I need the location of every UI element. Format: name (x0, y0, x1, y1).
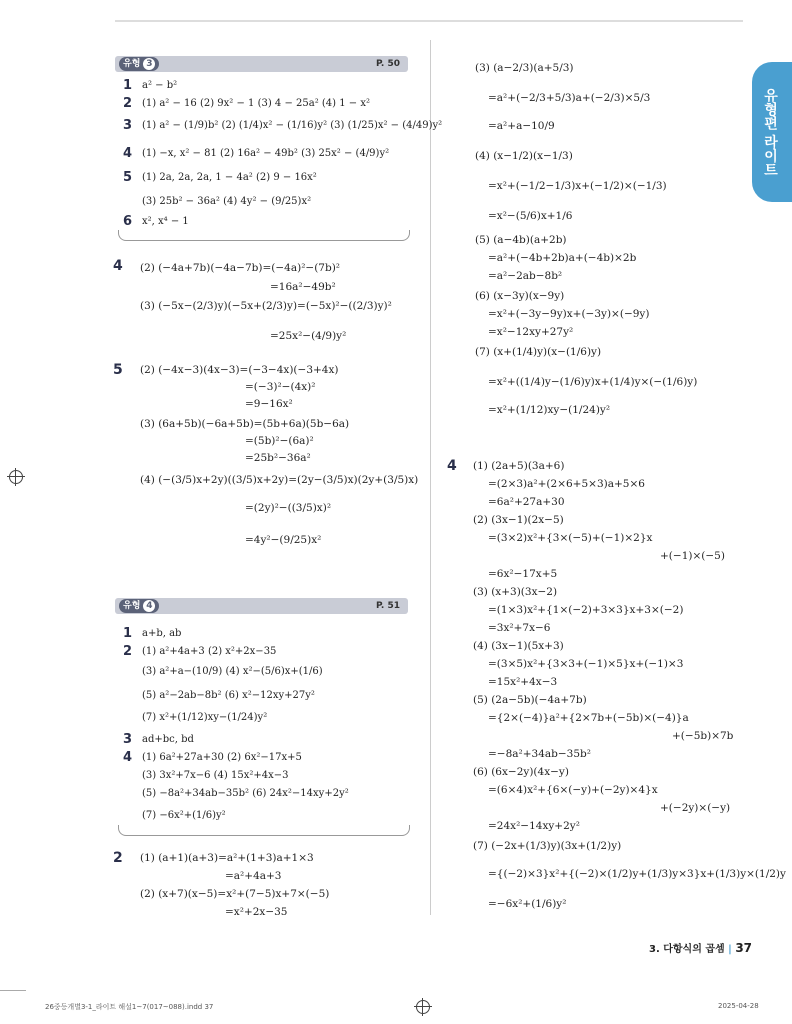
solution-line: =15x²+4x−3 (488, 676, 558, 688)
answer-line: (1) −x, x² − 81 (2) 16a² − 49b² (3) 25x² − (4/9)y² (142, 148, 390, 159)
answer-line: (5) −8a²+34ab−35b² (6) 24x²−14xy+2y² (142, 788, 349, 799)
solution-line: =x²−(5/6)x+1/6 (488, 210, 573, 222)
solution-line: =a²+4a+3 (225, 870, 282, 882)
solution-line: =−8a²+34ab−35b² (488, 748, 591, 760)
answer-number: 2 (123, 644, 133, 659)
answer-line: (7) x²+(1/12)xy−(1/24)y² (142, 712, 268, 723)
sol5-number: 5 (113, 362, 123, 378)
solution-line: (4) (x−1/2)(x−1/3) (475, 150, 573, 162)
column-divider (430, 40, 431, 915)
solution-line: =(2×3)a²+(2×6+5×3)a+5×6 (488, 478, 645, 490)
type3-page: P. 50 (375, 59, 400, 69)
solution-line: =(1×3)x²+{1×(−2)+3×3}x+3×(−2) (488, 604, 684, 616)
solution-line: =a²−2ab−8b² (488, 270, 563, 282)
solution-line: ={(−2)×3}x²+{(−2)×(1/2)y+(1/3)y×3}x+(1/3)y×(1/2)y (488, 868, 786, 880)
answer-line: (3) 3x²+7x−6 (4) 15x²+4x−3 (142, 770, 289, 781)
answer-number: 2 (123, 96, 133, 111)
solution-line: (3) (6a+5b)(−6a+5b)=(5b+6a)(5b−6a) (140, 418, 350, 430)
top-rule (115, 20, 743, 22)
solution-line: (7) (−2x+(1/3)y)(3x+(1/2)y) (473, 840, 622, 852)
registration-mark-bottom (416, 1000, 430, 1014)
solution-line: =a²+a−10/9 (488, 120, 555, 132)
crop-mark (0, 990, 26, 991)
solution-line: =25b²−36a² (245, 452, 311, 464)
solution-line: +(−1)×(−5) (660, 550, 725, 562)
answer-number: 1 (123, 626, 133, 641)
answer-line: (1) a² − (1/9)b² (2) (1/4)x² − (1/16)y² (3) (1/25)x² − (4/49)y² (142, 120, 443, 131)
solution-line: +(−2y)×(−y) (660, 802, 731, 814)
solution-line: =x²+2x−35 (225, 906, 288, 918)
solution-line: =24x²−14xy+2y² (488, 820, 580, 832)
answer-line: (7) −6x²+(1/6)y² (142, 810, 226, 821)
solution-line: =x²+(−3y−9y)x+(−3y)×(−9y) (488, 308, 650, 320)
sol2-number: 2 (113, 850, 123, 866)
file-info: 26중등개별3-1_라이트 해설1~7(017~088).indd 37 (45, 1003, 214, 1011)
solution-line: =a²+(−2/3+5/3)a+(−2/3)×5/3 (488, 92, 651, 104)
type4-tag: 유형 4 (119, 599, 159, 613)
solution-line: =3x²+7x−6 (488, 622, 551, 634)
answer-line: (3) 25b² − 36a² (4) 4y² − (9/25)x² (142, 196, 312, 207)
solution-line: =25x²−(4/9)y² (270, 330, 347, 342)
solution-line: =4y²−(9/25)x² (245, 534, 322, 546)
answer-line: ad+bc, bd (142, 734, 194, 745)
answer-line: (1) 2a, 2a, 2a, 1 − 4a² (2) 9 − 16x² (142, 172, 317, 183)
solution-line: (2) (x+7)(x−5)=x²+(7−5)x+7×(−5) (140, 888, 330, 900)
right-sol4-number: 4 (447, 458, 457, 474)
answer-number: 1 (123, 78, 133, 93)
solution-line: =(−3)²−(4x)² (245, 381, 316, 393)
answer-number: 6 (123, 214, 133, 229)
solution-line: (2) (−4x−3)(4x−3)=(−3−4x)(−3+4x) (140, 364, 339, 376)
chapter-footer: 3. 다항식의 곱셈 | 37 (649, 941, 753, 955)
solution-line: =x²+((1/4)y−(1/6)y)x+(1/4)y×(−(1/6)y) (488, 376, 698, 388)
answer-number: 4 (123, 750, 133, 765)
type3-header (115, 56, 408, 72)
answer-line: (1) 6a²+27a+30 (2) 6x²−17x+5 (142, 752, 302, 763)
print-date: 2025-04-28 (718, 1002, 759, 1010)
solution-line: (5) (2a−5b)(−4a+7b) (473, 694, 587, 706)
solution-line: (3) (x+3)(3x−2) (473, 586, 558, 598)
type3-tag: 유형 3 (119, 57, 159, 71)
solution-line: =x²+(1/12)xy−(1/24)y² (488, 404, 611, 416)
answer-line: (1) a²+4a+3 (2) x²+2x−35 (142, 646, 277, 657)
type4-header (115, 598, 408, 614)
answer-line: a² − b² (142, 80, 178, 91)
answer-number: 4 (123, 146, 133, 161)
answer-number: 5 (123, 170, 133, 185)
answer-number: 3 (123, 118, 133, 133)
answer-number: 3 (123, 732, 133, 747)
answer-line: (5) a²−2ab−8b² (6) x²−12xy+27y² (142, 690, 315, 701)
solution-line: (6) (x−3y)(x−9y) (475, 290, 565, 302)
sol4-number: 4 (113, 258, 123, 274)
type3-bracket (118, 230, 410, 241)
solution-line: =a²+(−4b+2b)a+(−4b)×2b (488, 252, 637, 264)
solution-line: (4) (−(3/5)x+2y)((3/5)x+2y)=(2y−(3/5)x)(2y+(3/5)x) (140, 474, 419, 486)
answer-line: (1) a² − 16 (2) 9x² − 1 (3) 4 − 25a² (4) 1 − x² (142, 98, 370, 109)
solution-line: (7) (x+(1/4)y)(x−(1/6)y) (475, 346, 602, 358)
answer-line: (3) a²+a−(10/9) (4) x²−(5/6)x+(1/6) (142, 666, 323, 677)
solution-line: (3) (−5x−(2/3)y)(−5x+(2/3)y)=(−5x)²−((2/3)y)² (140, 300, 392, 312)
solution-line: =16a²−49b² (270, 281, 336, 293)
answer-line: x², x⁴ − 1 (142, 216, 189, 227)
solution-line: (4) (3x−1)(5x+3) (473, 640, 564, 652)
solution-line: (2) (3x−1)(2x−5) (473, 514, 564, 526)
solution-line: =(3×5)x²+{3×3+(−1)×5}x+(−1)×3 (488, 658, 684, 670)
answer-line: a+b, ab (142, 628, 182, 639)
solution-line: =(5b)²−(6a)² (245, 435, 314, 447)
solution-line: =(2y)²−((3/5)x)² (245, 502, 332, 514)
solution-line: ={2×(−4)}a²+{2×7b+(−5b)×(−4)}a (488, 712, 689, 724)
solution-line: =9−16x² (245, 398, 293, 410)
solution-line: =x²+(−1/2−1/3)x+(−1/2)×(−1/3) (488, 180, 667, 192)
type4-bracket (118, 825, 410, 836)
solution-line: (3) (a−2/3)(a+5/3) (475, 62, 574, 74)
solution-line: =(3×2)x²+{3×(−5)+(−1)×2}x (488, 532, 653, 544)
solution-line: (5) (a−4b)(a+2b) (475, 234, 567, 246)
side-tab (752, 62, 792, 202)
solution-line: =x²−12xy+27y² (488, 326, 574, 338)
solution-line: (1) (2a+5)(3a+6) (473, 460, 565, 472)
solution-line: =6a²+27a+30 (488, 496, 565, 508)
registration-mark-left (9, 470, 23, 484)
side-tab-label: 유형편 라이트 (762, 88, 778, 177)
solution-line: (2) (−4a+7b)(−4a−7b)=(−4a)²−(7b)² (140, 262, 341, 274)
solution-line: =6x²−17x+5 (488, 568, 558, 580)
solution-line: =−6x²+(1/6)y² (488, 898, 567, 910)
solution-line: +(−5b)×7b (672, 730, 734, 742)
solution-line: (6) (6x−2y)(4x−y) (473, 766, 569, 778)
solution-line: =(6×4)x²+{6×(−y)+(−2y)×4}x (488, 784, 658, 796)
type4-page: P. 51 (375, 601, 400, 611)
solution-line: (1) (a+1)(a+3)=a²+(1+3)a+1×3 (140, 852, 314, 864)
